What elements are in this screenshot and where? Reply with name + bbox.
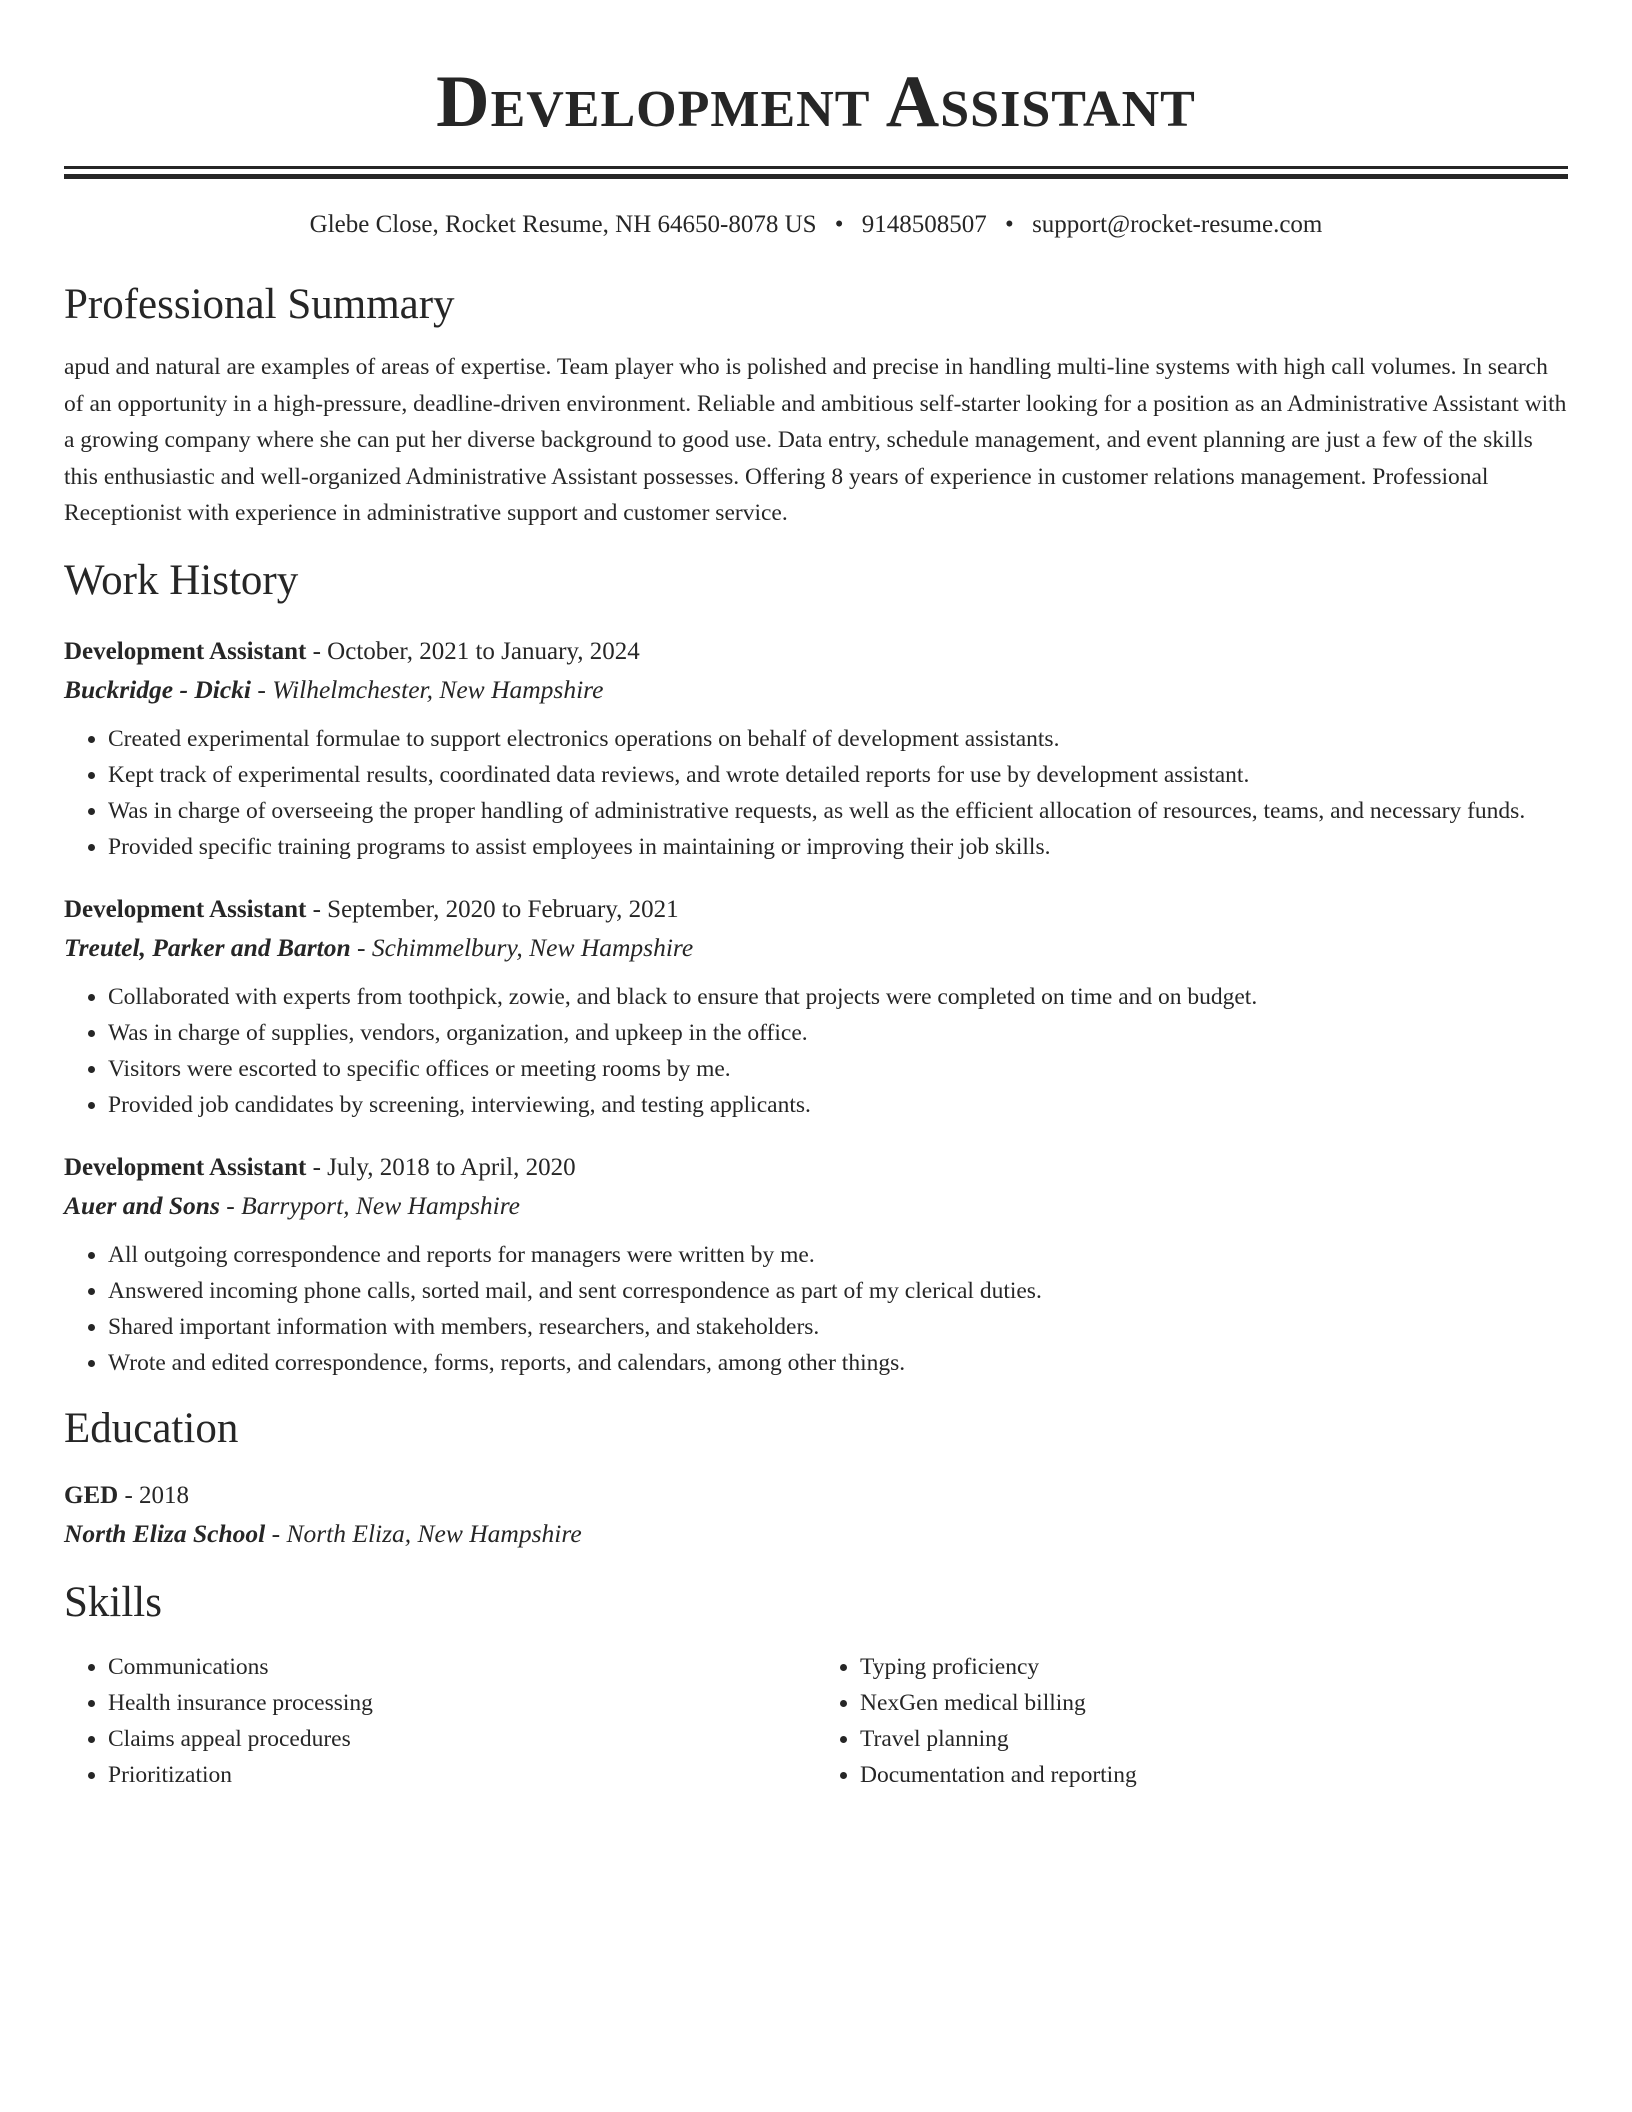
contact-line xyxy=(64,209,1568,241)
candidate-name: Development Assistant xyxy=(436,61,1196,143)
education-heading: Education xyxy=(64,1404,239,1452)
job-entry xyxy=(64,891,1568,1123)
summary-heading: Professional Summary xyxy=(64,281,455,328)
job-role: Development Assistant xyxy=(64,637,307,665)
job-bullet: • Shared important information with members, researchers, and stakeholders. xyxy=(108,1309,1568,1345)
school-line xyxy=(64,1515,1568,1553)
job-dates: - July, 2018 to April, 2020 xyxy=(306,1153,576,1181)
job-company: Buckridge - Dicki xyxy=(64,674,251,704)
job-bullet: • Was in charge of overseeing the proper handling of administrative requests, as well as the efficient allocation of resources, teams, and necessary funds. xyxy=(108,793,1568,829)
skill-item: • Prioritization xyxy=(108,1757,816,1793)
contact-separator: • xyxy=(834,211,844,238)
school-location: - North Eliza, New Hampshire xyxy=(265,1518,582,1548)
job-company-line xyxy=(64,929,1568,967)
header-rule-thin xyxy=(64,166,1568,169)
job-bullet: • Provided specific training programs to assist employees in maintaining or improving their job skills. xyxy=(108,829,1568,865)
job-dates: - October, 2021 to January, 2024 xyxy=(306,637,640,665)
job-bullets xyxy=(64,1237,1568,1381)
job-bullet: • All outgoing correspondence and reports for managers were written by me. xyxy=(108,1237,1568,1273)
job-bullet: • Was in charge of supplies, vendors, organization, and upkeep in the office. xyxy=(108,1015,1568,1051)
resume-page xyxy=(64,0,1568,1793)
school-name: North Eliza School xyxy=(64,1518,266,1548)
contact-separator: • xyxy=(1005,211,1014,238)
job-bullet: • Answered incoming phone calls, sorted mail, and sent correspondence as part of my clerical duties. xyxy=(108,1273,1568,1309)
degree-line xyxy=(64,1477,1568,1515)
header-rule-thick xyxy=(64,174,1568,179)
job-title-line xyxy=(64,633,1568,671)
summary-text: apud and natural are examples of areas of expertise. Team player who is polished and precise in handling multi-line systems with high call volumes. In search of an opportunity in a high-pressure, deadline-driven environment. Reliable and ambitious self-starter looking for a position as an Administrative Assistant with a growing company where she can put her diverse background to good use. Data entry, schedule management, and event planning are just a few of the skills this enthusiastic and well-organized Administrative Assistant possesses. Offering 8 years of experience in customer relations management. Professional Receptionist with experience in administrative support and customer service. xyxy=(64,354,1567,526)
degree-year: - 2018 xyxy=(118,1481,190,1509)
job-bullet: • Wrote and edited correspondence, forms, reports, and calendars, among other things. xyxy=(108,1345,1568,1381)
job-location: - Schimmelbury, New Hampshire xyxy=(350,932,694,962)
job-bullet: • Collaborated with experts from toothpick, zowie, and black to ensure that projects were completed on time and on budget. xyxy=(108,979,1568,1015)
job-bullets xyxy=(64,979,1568,1123)
skills-column-right xyxy=(816,1649,1568,1793)
education-entry xyxy=(64,1477,1568,1553)
job-entry xyxy=(64,633,1568,865)
skill-item: • Communications xyxy=(108,1649,816,1685)
job-company: Treutel, Parker and Barton xyxy=(64,932,351,962)
job-dates: - September, 2020 to February, 2021 xyxy=(306,895,679,923)
job-title-line xyxy=(64,1149,1568,1187)
job-bullet: • Visitors were escorted to specific offices or meeting rooms by me. xyxy=(108,1051,1568,1087)
contact-address: Glebe Close, Rocket Resume, NH 64650-8078 US xyxy=(309,211,817,238)
skill-item: • Travel planning xyxy=(860,1721,1568,1757)
job-location: - Barryport, New Hampshire xyxy=(219,1190,520,1220)
job-bullet: • Created experimental formulae to support electronics operations on behalf of development assistants. xyxy=(108,721,1568,757)
degree: GED xyxy=(64,1481,119,1509)
job-company: Auer and Sons xyxy=(64,1190,220,1220)
skill-item: • Health insurance processing xyxy=(108,1685,816,1721)
skill-item: • Typing proficiency xyxy=(860,1649,1568,1685)
job-title-line xyxy=(64,891,1568,929)
skills-column-left xyxy=(64,1649,816,1793)
job-bullet: • Provided job candidates by screening, interviewing, and testing applicants. xyxy=(108,1087,1568,1123)
job-company-line xyxy=(64,1187,1568,1225)
skills-heading: Skills xyxy=(64,1578,162,1626)
contact-email: support@rocket-resume.com xyxy=(1032,211,1323,238)
skills-list xyxy=(64,1649,1568,1793)
contact-phone: 9148508507 xyxy=(861,211,987,238)
skill-item: • Claims appeal procedures xyxy=(108,1721,816,1757)
skill-item: • NexGen medical billing xyxy=(860,1685,1568,1721)
job-role: Development Assistant xyxy=(64,1153,307,1181)
skill-item: • Documentation and reporting xyxy=(860,1757,1568,1793)
job-entry xyxy=(64,1149,1568,1381)
job-bullet: • Kept track of experimental results, coordinated data reviews, and wrote detailed reports for use by development assistant. xyxy=(108,757,1568,793)
job-bullets xyxy=(64,721,1568,865)
work-history-heading: Work History xyxy=(64,556,299,604)
job-role: Development Assistant xyxy=(64,895,307,923)
job-company-line xyxy=(64,671,1568,709)
job-location: - Wilhelmchester, New Hampshire xyxy=(250,674,604,704)
